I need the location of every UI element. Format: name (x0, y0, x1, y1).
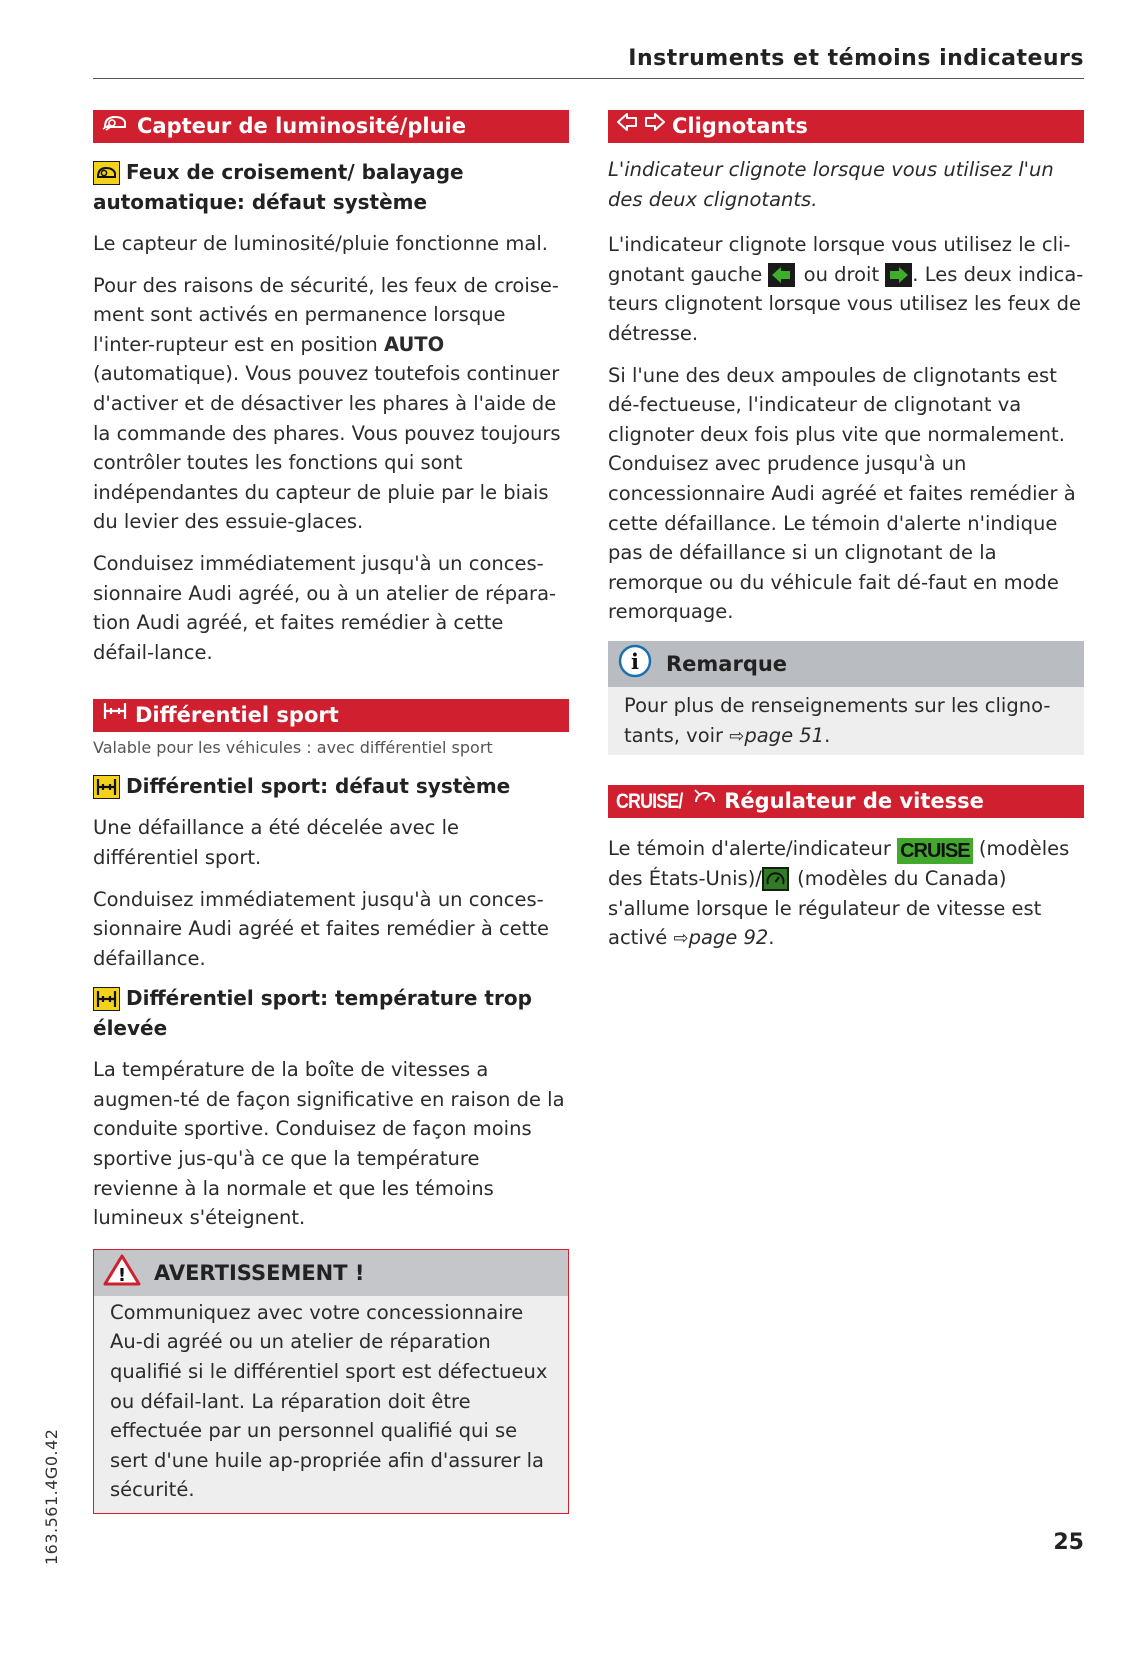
paragraph: Si l'une des deux ampoules de clignotants est dé-fectueuse, l'indicateur de clignotant va clignoter deux fois plus vite que normalement. Conduisez avec prudence jusqu'à un concessionnaire Audi agréé et faites remédier à cette défaillance. Le témoin d'alerte n'indique pas de défaillance si un clignotant de la remorque ou du véhicule fait dé-faut en mode remorquage. (608, 363, 1076, 624)
info-icon (618, 644, 652, 683)
paragraph: Le témoin d'alerte/indicateur CRUISE (modèles des États-Unis)/ (modèles du Canada) s'allume lorsque le régulateur de vitesse est activé ⇨page 92. (608, 837, 1070, 950)
section-bar-turn-signals (608, 110, 1084, 143)
yellow-sensor-warning-icon (93, 161, 120, 185)
left-column (93, 110, 569, 1514)
paragraph: Une défaillance a été décelée avec le différentiel sport. (93, 816, 460, 869)
subheading-differential-temperature: Différentiel sport: température trop élevée (93, 986, 532, 1041)
svg-text:i: i (631, 649, 639, 675)
differential-icon (101, 699, 129, 732)
paragraph: La température de la boîte de vitesses a augmen-té de façon significative en raison de la conduite sportive. Conduisez de façon moins sportive jus-qu'à ce que la température revienne à la normale et que les témoins lumineux s'éteignent. (93, 1058, 565, 1230)
paragraph: L'indicateur clignote lorsque vous utilisez le cli-gnotant gauche ou droit . Les deux indica-teurs clignotent lorsque vous utilisez les feux de détresse. (608, 233, 1084, 345)
paragraph: Conduisez immédiatement jusqu'à un conces-sionnaire Audi agréé et faites remédier à cette défaillance. (93, 887, 549, 970)
intro-italic: L'indicateur clignote lorsque vous utilisez l'un des deux clignotants. (608, 158, 1054, 211)
header-divider (93, 78, 1084, 79)
turn-signal-arrows-icon (616, 110, 666, 143)
note-header (608, 641, 1084, 687)
page-header-title: Instruments et témoins indicateurs (628, 46, 1084, 71)
paragraph: Pour des raisons de sécurité, les feux de croise-ment sont activés en permanence lorsque l'inter-rupteur est en position AUTO (automatique). Vous pouvez toutefois continuer d'activer et de désactiver les phares à l'aide de la commande des phares. Vous pouvez toujours contrôler toutes les fonctions qui sont indépendantes du capteur de pluie par le biais du levier des essuie-glaces. (93, 273, 561, 534)
note-box (608, 641, 1084, 755)
green-cruise-control-icon (762, 867, 789, 891)
cruise-speedometer-icon (692, 785, 718, 818)
svg-text:!: ! (117, 1265, 127, 1287)
right-column (608, 110, 1084, 954)
cruise-label: CRUISE/ (616, 790, 683, 814)
warning-header (94, 1250, 568, 1296)
section-bar-light-rain-sensor (93, 110, 569, 143)
section-title: Régulateur de vitesse (724, 789, 984, 814)
validity-note: Valable pour les véhicules : avec différentiel sport (93, 738, 493, 758)
page-reference-link[interactable]: page 92 (688, 926, 769, 950)
subheading-differential-fault: Différentiel sport: défaut système (93, 771, 569, 801)
cruise-indicator-badge: CRUISE (897, 838, 973, 864)
page-reference-link[interactable]: page 51 (744, 723, 825, 747)
note-text: Pour plus de renseignements sur les cligno-tants, voir ⇨page 51. (624, 693, 1051, 747)
right-turn-signal-icon (885, 263, 912, 287)
paragraph: Le capteur de luminosité/pluie fonctionne mal. (93, 232, 548, 255)
section-bar-sport-differential (93, 699, 569, 732)
section-title: Capteur de luminosité/pluie (137, 114, 466, 138)
yellow-differential-icon (93, 987, 120, 1011)
section-bar-cruise-control (608, 785, 1084, 818)
yellow-differential-icon (93, 775, 120, 799)
left-turn-signal-icon (768, 263, 795, 287)
warning-text: Communiquez avec votre concessionnaire Au-di agréé ou un atelier de réparation qualifié si le différentiel sport est défectueux ou défail-lant. La réparation doit être effectuée par un personnel qualifié qui se sert d'une huile ap-propriée afin d'assurer la sécurité. (110, 1300, 548, 1502)
warning-box (93, 1249, 569, 1514)
document-code: 163.561.4G0.42 (42, 1428, 61, 1565)
section-title: Différentiel sport (135, 703, 339, 728)
warning-triangle-icon (102, 1253, 142, 1292)
note-title: Remarque (666, 651, 788, 676)
light-rain-sensor-icon (101, 110, 131, 143)
subheading-auto-lights-fault: Feux de croisement/ balayage automatique: défaut système (93, 160, 464, 214)
warning-title: AVERTISSEMENT ! (154, 1260, 365, 1285)
page-number: 25 (1053, 1530, 1084, 1555)
paragraph: Conduisez immédiatement jusqu'à un conces-sionnaire Audi agréé, ou à un atelier de répara-tion Audi agréé, et faites remédier à cette défail-lance. (93, 551, 557, 664)
section-title: Clignotants (672, 114, 808, 138)
